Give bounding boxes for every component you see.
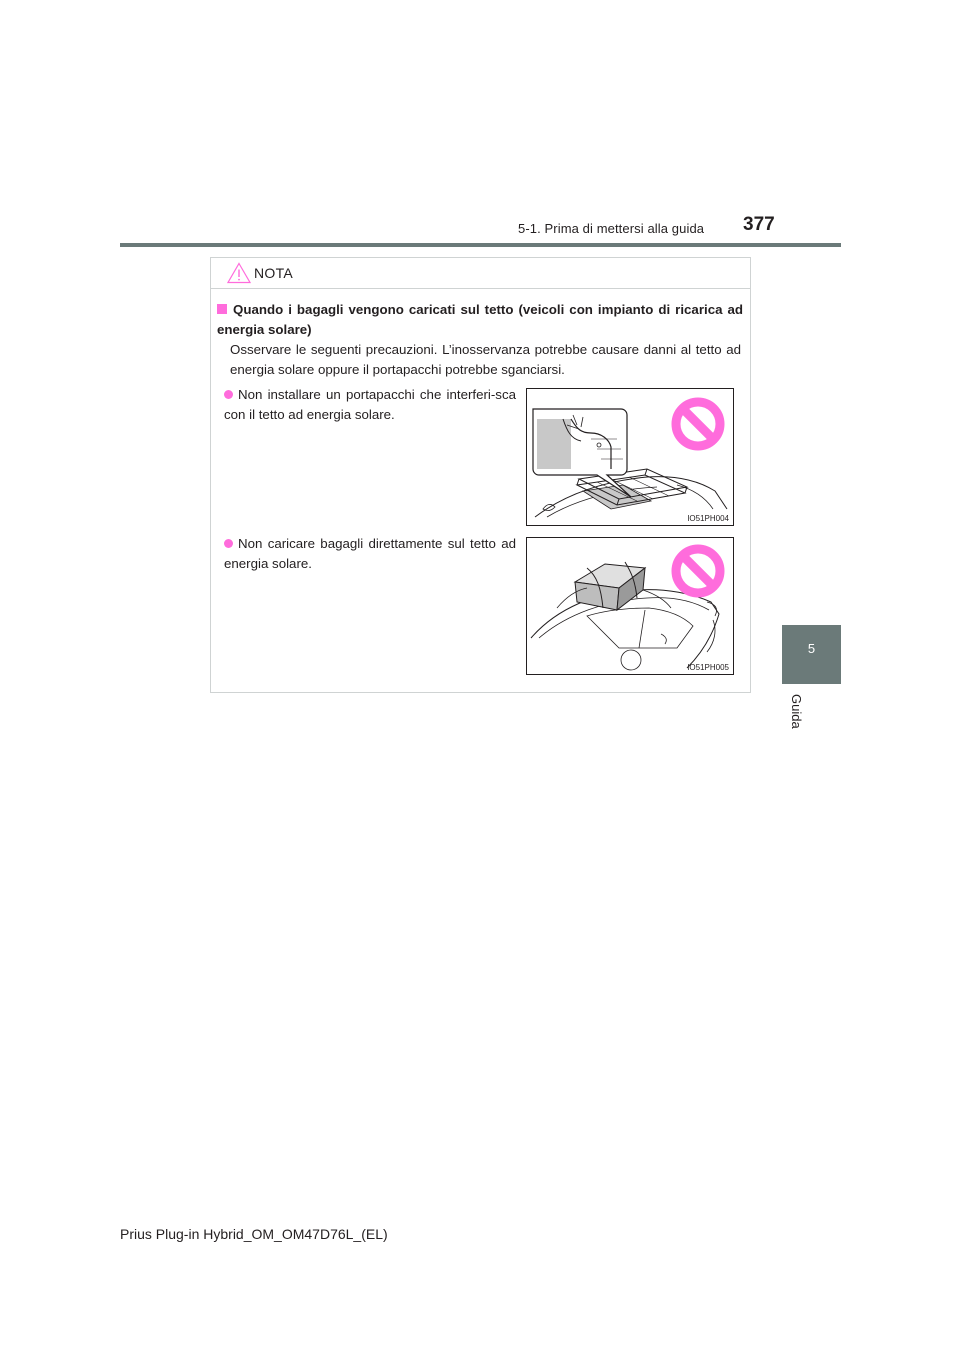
chapter-label: Guida: [789, 694, 804, 729]
bullet-text: Non caricare bagagli direttamente sul tetto ad energia solare.: [224, 536, 516, 571]
prohibition-icon: [669, 395, 727, 453]
warning-triangle-icon: [227, 262, 251, 284]
prohibition-icon: [669, 542, 727, 600]
bullet-dot-icon: [224, 390, 233, 399]
figure-code: IO51PH005: [687, 663, 729, 672]
note-header: [211, 258, 750, 289]
bullet-text: Non installare un portapacchi che interferi-sca con il tetto ad energia solare.: [224, 387, 516, 422]
note-title: NOTA: [254, 265, 294, 281]
note-box: [210, 257, 751, 693]
bullet-square-icon: [217, 304, 227, 314]
roof-luggage-figure: [526, 537, 734, 675]
chapter-tab[interactable]: 5: [782, 625, 841, 684]
roof-rack-figure: [526, 388, 734, 526]
body-text: Osservare le seguenti precauzioni. L’inosservanza potrebbe causare danni al tetto ad energia solare oppure il portapacchi potrebbe sganciarsi.: [230, 342, 741, 377]
bullet-item: [224, 385, 516, 424]
page-number: 377: [743, 214, 775, 235]
bullet-dot-icon: [224, 539, 233, 548]
figure-code: IO51PH004: [687, 514, 729, 523]
sub-heading: [217, 300, 743, 339]
bullet-item: [224, 534, 516, 573]
header-rule: [120, 243, 841, 247]
section-title: 5-1. Prima di mettersi alla guida: [518, 221, 705, 236]
sub-heading-text: Quando i bagagli vengono caricati sul tetto (veicoli con impianto di ricarica ad energia solare): [217, 302, 743, 337]
footer-document-id: Prius Plug-in Hybrid_OM_OM47D76L_(EL): [120, 1226, 388, 1242]
